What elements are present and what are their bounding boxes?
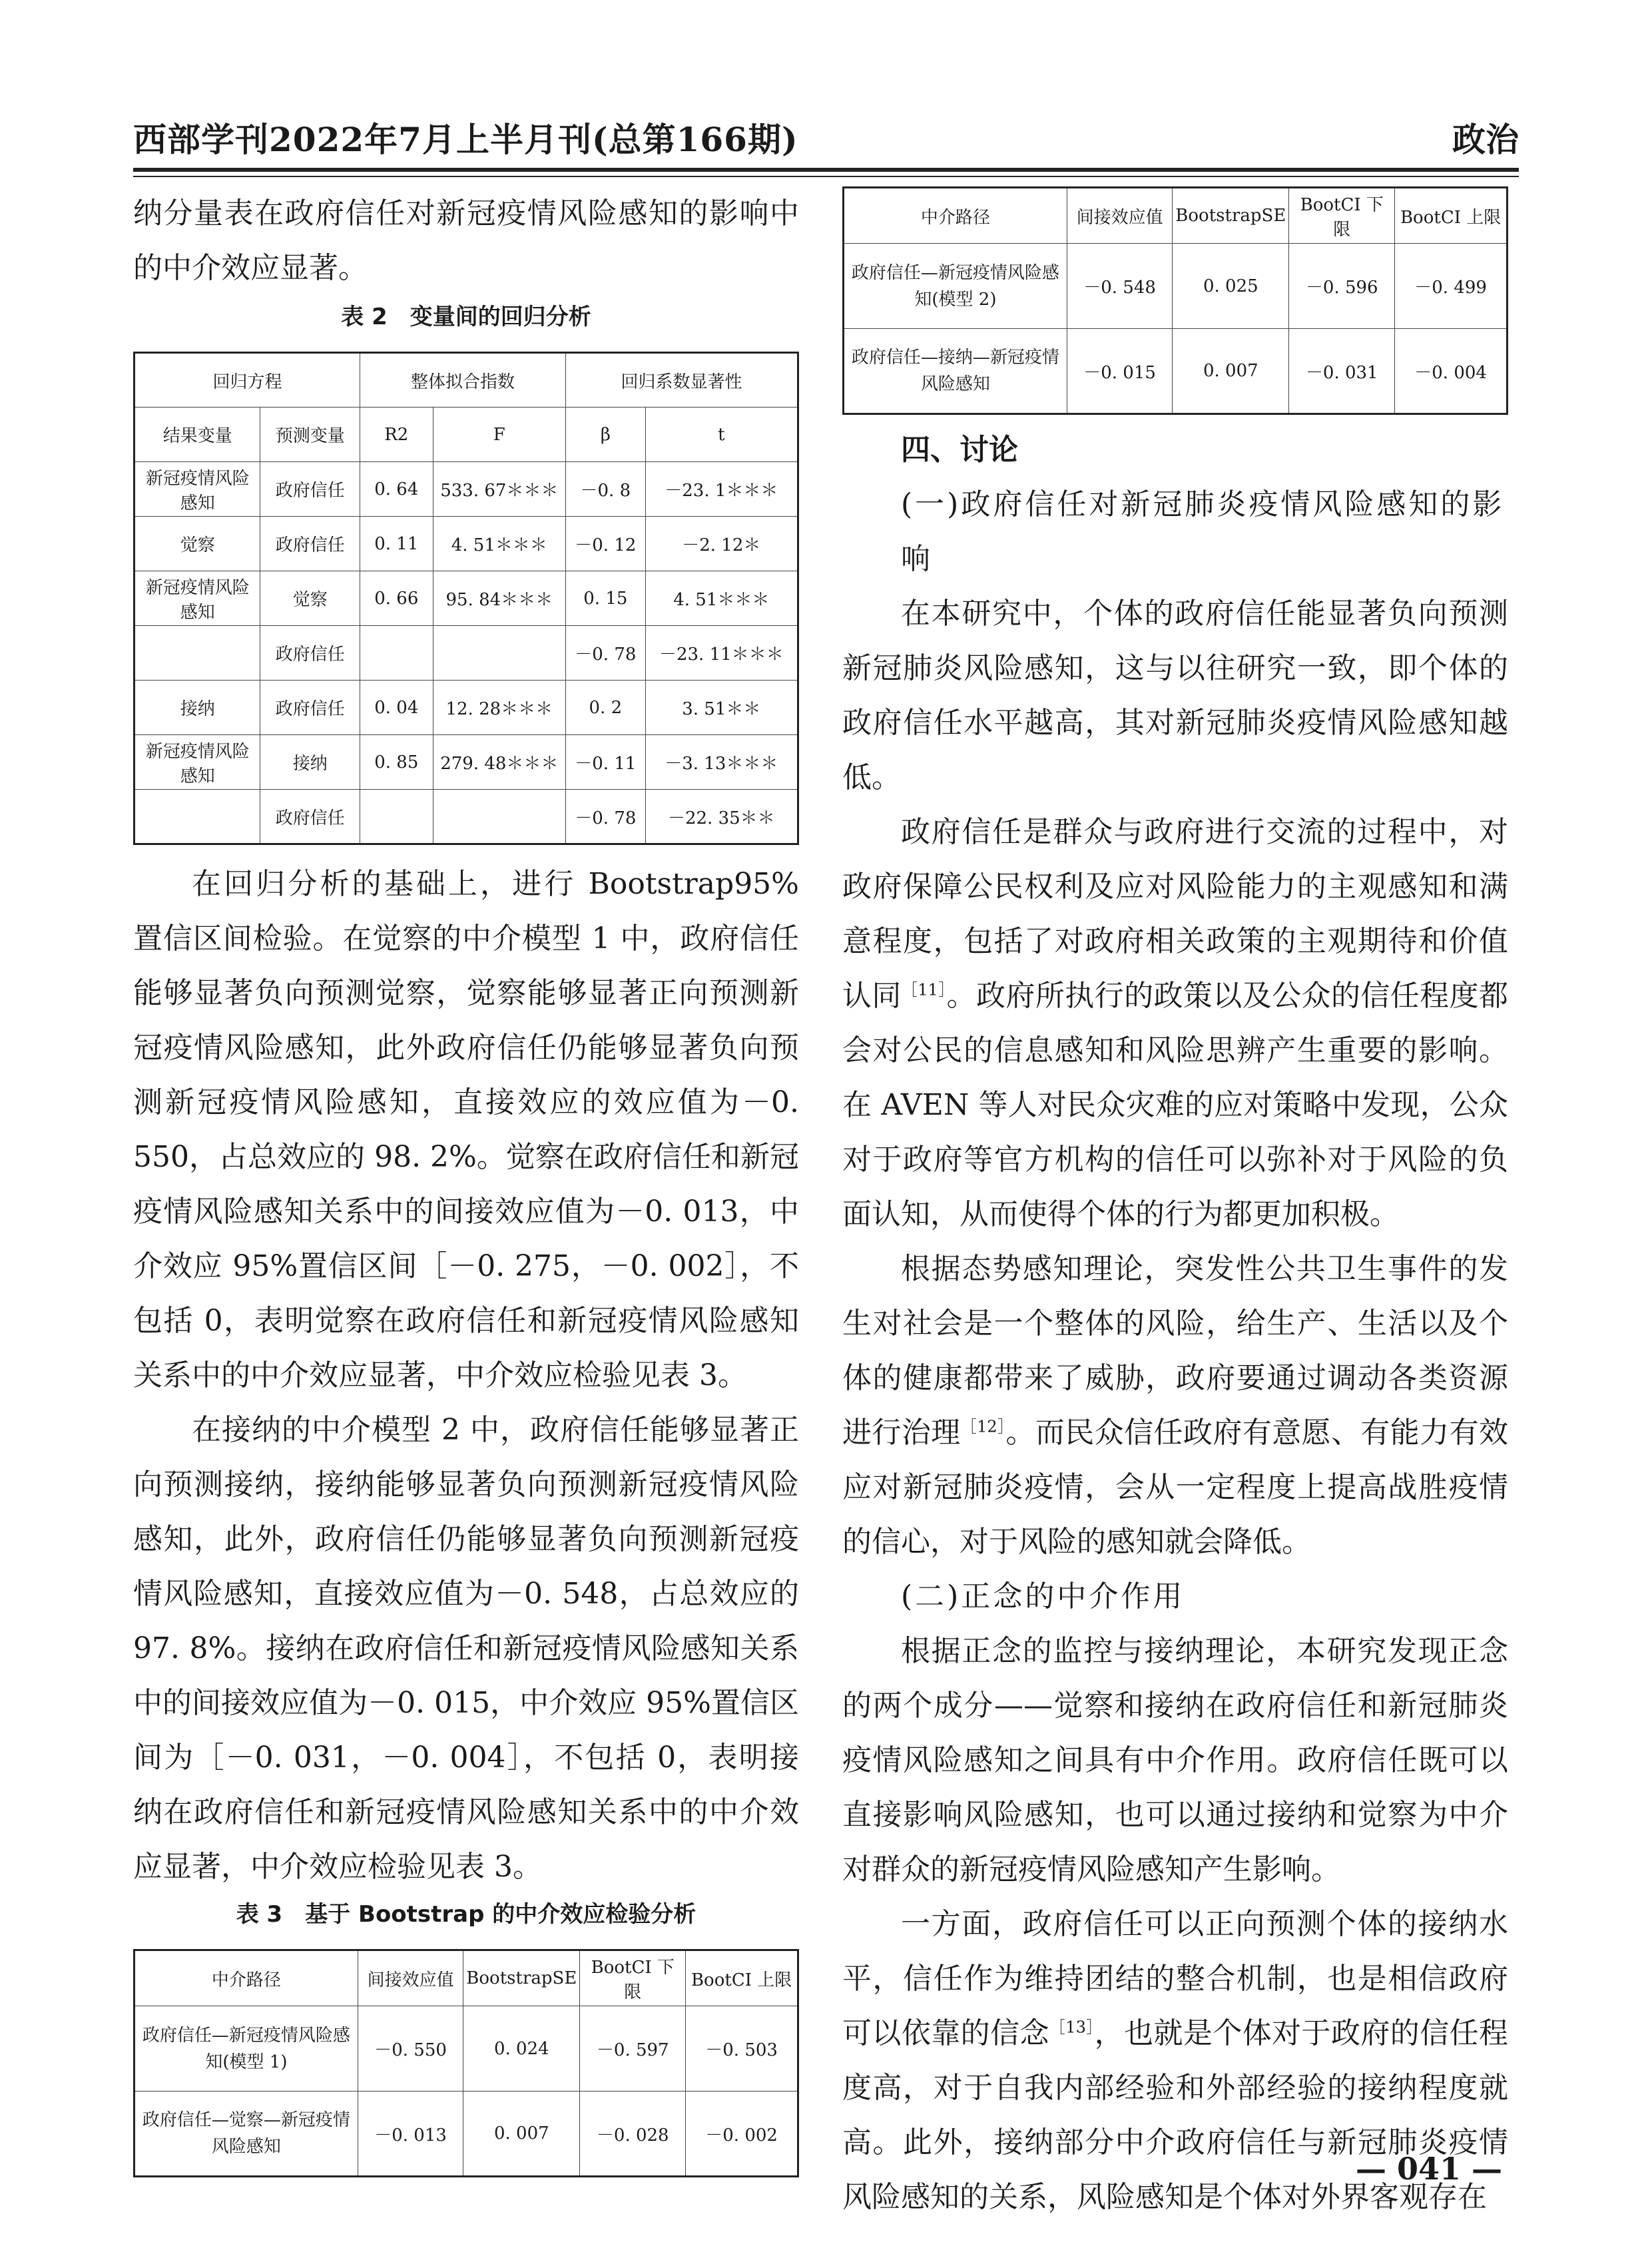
table3-header: 间接效应值	[1067, 188, 1172, 244]
body-paragraph: 在本研究中，个体的政府信任能显著负向预测新冠肺炎风险感知，这与以往研究一致，即个体的政府信任水平越高，其对新冠肺炎疫情风险感知越低。	[842, 597, 1508, 794]
table-cell: －0. 503	[686, 2006, 798, 2092]
table-cell: 政府信任	[260, 517, 360, 571]
table-cell: 新冠疫情风险感知	[135, 735, 260, 790]
table-cell: －0. 8	[566, 462, 646, 517]
subsection-heading: (一)政府信任对新冠肺炎疫情风险感知的影响	[901, 487, 1505, 576]
table-row	[844, 244, 1508, 329]
table-cell: －0. 596	[1289, 244, 1395, 329]
table-cell: 觉察	[135, 517, 260, 571]
table-cell: －0. 004	[1395, 329, 1508, 414]
header-rule-thin	[133, 176, 1519, 177]
table-cell: 政府信任—新冠疫情风险感知(模型 1)	[135, 2006, 358, 2092]
table3-header: BootstrapSE	[463, 1950, 580, 2006]
left-column	[133, 186, 799, 2177]
table-cell: 0. 007	[1173, 329, 1289, 414]
table-row	[135, 2006, 798, 2092]
citation-ref: ［13］	[1049, 2018, 1095, 2037]
table3-header-row	[135, 1950, 798, 2006]
table-cell: 政府信任—接纳—新冠疫情风险感知	[844, 329, 1067, 414]
right-column	[842, 186, 1508, 2225]
table-cell: －0. 78	[566, 626, 646, 681]
table-cell: －23. 1＊＊＊	[645, 462, 798, 517]
table3-continued	[842, 186, 1508, 415]
table-cell: －23. 11＊＊＊	[645, 626, 798, 681]
table-cell	[360, 790, 433, 844]
table-cell: 279. 48＊＊＊	[433, 735, 565, 790]
table-cell	[433, 626, 565, 681]
table-cell: －3. 13＊＊＊	[645, 735, 798, 790]
model2-paragraph: 在接纳的中介模型 2 中，政府信任能够显著正向预测接纳，接纳能够显著负向预测新冠疫情风险感知，此外，政府信任仍能够显著负向预测新冠疫情风险感知，直接效应值为－0. 548，占总效应的 97. 8%。接纳在政府信任和新冠疫情风险感知关系中的间接效应值为－0. 015，中介效应 95%置信区间为［－0. 031，－0. 004］，不包括 0，表明接纳在政府信任和新冠疫情风险感知关系中的中介效应显著，中介效应检验见表 3。	[133, 1413, 799, 1884]
table3	[133, 1949, 799, 2177]
table-cell: －0. 015	[1067, 329, 1172, 414]
table-cell: －0. 597	[580, 2006, 686, 2092]
table-cell	[135, 626, 260, 681]
table-cell: －0. 031	[1289, 329, 1395, 414]
table-cell: 新冠疫情风险感知	[135, 571, 260, 626]
running-header	[133, 113, 1519, 173]
table-cell: －0. 002	[686, 2092, 798, 2177]
table3-header: BootCI 上限	[686, 1950, 798, 2006]
table-cell: 0. 15	[566, 571, 646, 626]
table2-sub-header: 结果变量	[135, 408, 260, 462]
table2-sub-header: F	[433, 408, 565, 462]
table-cell: 新冠疫情风险感知	[135, 462, 260, 517]
page-number: — 041 —	[1355, 2151, 1502, 2187]
table-cell: 0. 2	[566, 681, 646, 735]
table-row	[135, 462, 798, 517]
table-cell: 0. 04	[360, 681, 433, 735]
table-cell: 0. 64	[360, 462, 433, 517]
intro-paragraph: 纳分量表在政府信任对新冠疫情风险感知的影响中的中介效应显著。	[133, 196, 799, 285]
table-cell: 0. 85	[360, 735, 433, 790]
table-row	[135, 626, 798, 681]
text-run: 政府信任是群众与政府进行交流的过程中，对政府保障公民权利及应对风险能力的主观感知和满意程度，包括了对政府相关政策的主观期待和价值认同	[842, 815, 1508, 1013]
body-paragraph: 根据正念的监控与接纳理论，本研究发现正念的两个成分——觉察和接纳在政府信任和新冠肺炎疫情风险感知之间具有中介作用。政府信任既可以直接影响风险感知，也可以通过接纳和觉察为中介对群众的新冠疫情风险感知产生影响。	[842, 1634, 1508, 1886]
table-cell: －0. 12	[566, 517, 646, 571]
table-cell: 政府信任	[260, 462, 360, 517]
table-cell: －0. 548	[1067, 244, 1172, 329]
subsection-heading: (二)正念的中介作用	[901, 1579, 1185, 1613]
table-cell: －0. 013	[358, 2092, 463, 2177]
table-cell: 0. 025	[1173, 244, 1289, 329]
table-cell: 95. 84＊＊＊	[433, 571, 565, 626]
table2-group-header: 回归系数显著性	[566, 353, 798, 408]
table-cell: 接纳	[135, 681, 260, 735]
table-cell: 0. 11	[360, 517, 433, 571]
table-row	[135, 571, 798, 626]
table3-header: BootCI 下限	[580, 1950, 686, 2006]
table3-header: 间接效应值	[358, 1950, 463, 2006]
table3-header: BootCI 上限	[1395, 188, 1508, 244]
table3-header-row	[844, 188, 1508, 244]
table-cell: －2. 12＊	[645, 517, 798, 571]
table-cell: 政府信任	[260, 790, 360, 844]
journal-title: 西部学刊2022年7月上半月刊(总第166期)	[133, 120, 798, 159]
table-cell: 政府信任	[260, 681, 360, 735]
bootstrap-paragraph: 在回归分析的基础上，进行 Bootstrap95% 置信区间检验。在觉察的中介模型 1 中，政府信任能够显著负向预测觉察，觉察能够显著正向预测新冠疫情风险感知，此外政府信任仍能够显著负向预测新冠疫情风险感知，直接效应的效应值为－0. 550，占总效应的 98. 2%。觉察在政府信任和新冠疫情风险感知关系中的间接效应值为－0. 013，中介效应 95%置信区间［－0. 275，－0. 002］，不包括 0，表明觉察在政府信任和新冠疫情风险感知关系中的中介效应显著，中介效应检验见表 3。	[133, 867, 799, 1392]
table-cell: 政府信任	[260, 626, 360, 681]
table-row	[135, 790, 798, 844]
table-cell: 0. 007	[463, 2092, 580, 2177]
table-row	[135, 735, 798, 790]
table-cell: －0. 550	[358, 2006, 463, 2092]
table2-sub-header: R2	[360, 408, 433, 462]
table3-header: 中介路径	[844, 188, 1067, 244]
body-paragraph	[842, 805, 1508, 1242]
table3-header: BootCI 下限	[1289, 188, 1395, 244]
table2-sub-header: β	[566, 408, 646, 462]
table2-group-header: 整体拟合指数	[360, 353, 565, 408]
text-run: 。而民众信任政府有意愿、有能力有效应对新冠肺炎疫情，会从一定程度上提高战胜疫情的信心，对于风险的感知就会降低。	[842, 1416, 1509, 1559]
table-row	[844, 329, 1508, 414]
table-cell: 0. 66	[360, 571, 433, 626]
table2-sub-header: t	[645, 408, 798, 462]
table2	[133, 352, 799, 845]
table3-header: 中介路径	[135, 1950, 358, 2006]
table-cell: 接纳	[260, 735, 360, 790]
table-cell: 533. 67＊＊＊	[433, 462, 565, 517]
table-cell: 0. 024	[463, 2006, 580, 2092]
table-row	[135, 2092, 798, 2177]
text-run: 根据态势感知理论，突发性公共卫生事件的发生对社会是一个整体的风险，给生产、生活以及个体的健康都带来了威胁，政府要通过调动各类资源进行治理	[842, 1252, 1508, 1450]
table-row	[135, 517, 798, 571]
table-cell: －0. 78	[566, 790, 646, 844]
table-cell: 12. 28＊＊＊	[433, 681, 565, 735]
table-cell: 3. 51＊＊	[645, 681, 798, 735]
section-name: 政治	[1452, 120, 1519, 159]
table-cell: －0. 028	[580, 2092, 686, 2177]
table3-caption: 表 3 基于 Bootstrap 的中介效应检验分析	[236, 1901, 696, 1928]
section-heading: 四、讨论	[901, 433, 1018, 467]
citation-ref: ［12］	[960, 1417, 1006, 1436]
text-run: 。政府所执行的政策以及公众的信任程度都会对公民的信息感知和风险思辨产生重要的影响。在 AVEN 等人对民众灾难的应对策略中发现，公众对于政府等官方机构的信任可以弥补对于风险的负面认知，从而使得个体的行为都更加积极。	[842, 979, 1509, 1231]
table-cell: 4. 51＊＊＊	[645, 571, 798, 626]
table-cell: 4. 51＊＊＊	[433, 517, 565, 571]
body-paragraph	[842, 1242, 1508, 1569]
table-cell: 政府信任—觉察—新冠疫情风险感知	[135, 2092, 358, 2177]
header-rule	[133, 168, 1519, 172]
table2-caption: 表 2 变量间的回归分析	[341, 304, 591, 330]
table-cell: －0. 499	[1395, 244, 1508, 329]
table-cell	[360, 626, 433, 681]
table-cell: 政府信任—新冠疫情风险感知(模型 2)	[844, 244, 1067, 329]
table2-sub-header-row	[135, 408, 798, 462]
table-cell	[433, 790, 565, 844]
text-run: 一方面，政府信任可以正向预测个体的接纳水平，信任作为维持团结的整合机制，也是相信政府可以依靠的信念	[842, 1907, 1508, 2050]
table2-sub-header: 预测变量	[260, 408, 360, 462]
table-cell: －0. 11	[566, 735, 646, 790]
table-row	[135, 681, 798, 735]
table-cell: －22. 35＊＊	[645, 790, 798, 844]
table-cell: 觉察	[260, 571, 360, 626]
table3-header: BootstrapSE	[1173, 188, 1289, 244]
table2-group-header-row	[135, 353, 798, 408]
text-run: ，也就是个体对于政府的信任程度高，对于自我内部经验和外部经验的接纳程度就高。此外，接纳部分中介政府信任与新冠肺炎疫情风险感知的关系，风险感知是个体对外界客观存在	[842, 2016, 1509, 2214]
table2-group-header: 回归方程	[135, 353, 360, 408]
table-cell	[135, 790, 260, 844]
citation-ref: ［11］	[901, 980, 947, 999]
